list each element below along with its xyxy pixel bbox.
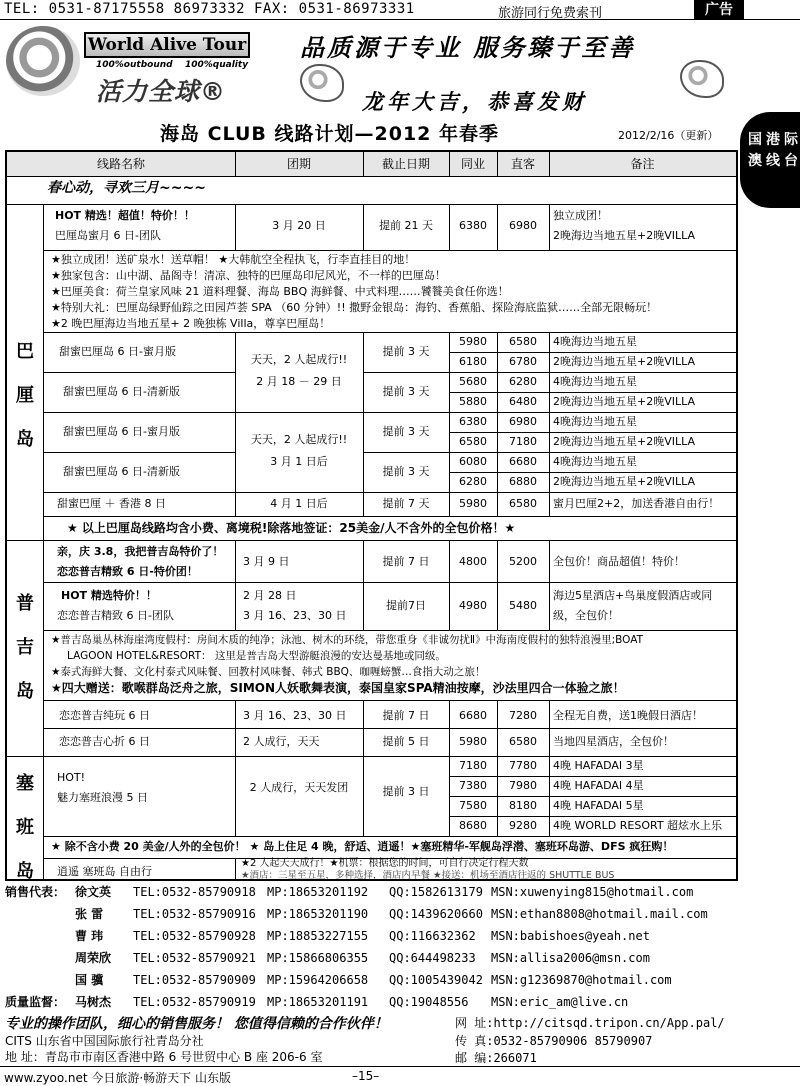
footer-post: 邮 编:266071 (455, 1051, 537, 1065)
bali-direct: 6480 (509, 395, 537, 408)
saipan-peer: 7380 (459, 779, 487, 792)
contact-msn: MSN:ethan8808@hotmail.mail.com (491, 907, 708, 921)
bali-direct: 6580 (509, 335, 537, 348)
region-side-tab (740, 112, 800, 208)
contact-qq: QQ:644498233 (389, 951, 476, 965)
contact-msn: MSN:allisa2006@msn.com (491, 951, 650, 965)
phuket-r1-title: 亲，庆 3.8，我把普吉岛特价了！ (57, 545, 224, 558)
saipan-label-1: 塞 (16, 773, 34, 794)
phuket-r2-note1: 海边5星酒店+鸟巢度假酒店或同 (553, 589, 713, 602)
phuket-r1-peer: 4800 (459, 555, 487, 568)
bali-peer: 6180 (459, 355, 487, 368)
phuket-r4-date: 2 人成行，天天 (243, 735, 320, 748)
contact-row (5, 970, 740, 990)
free-catalog-note: 旅游同行免费索刊 (498, 6, 603, 21)
site-credit: www.zyoo.net 今日旅游·畅游天下 山东版 (4, 1071, 231, 1085)
saipan-note: 4晚 HAFADAI 3星 (553, 759, 644, 772)
contact-name: 曹 玮 (75, 929, 104, 943)
contact-msn: MSN:g12369870@hotmail.com (491, 973, 672, 987)
contact-qq: QQ:1582613179 (389, 885, 483, 899)
side-tab-label: 国 港 际 澳 线 台 (748, 132, 798, 169)
phuket-gifts: ★四大赠送：歌喉群岛泛舟之旅，SIMON人妖歌舞表演，泰国皇家SPA精油按摩，沙法里四合一体验之旅！ (51, 681, 625, 695)
phuket-r2-peer: 4980 (459, 599, 487, 612)
bali-note: 2晚海边当地五星+2晚VILLA (553, 395, 696, 408)
bali-route-name: 甜蜜巴厘岛 6 日-蜜月版 (63, 425, 180, 438)
bali-note: 4晚海边当地五星 (553, 335, 637, 348)
bali-feature: ★独立成团！送矿泉水！送草帽！ ★大韩航空全程执飞，行李直挂目的地！ (51, 253, 416, 266)
bali-hot-deadline: 提前 21 天 (379, 219, 433, 232)
saipan-r1-deadline: 提前 3 日 (382, 785, 430, 798)
col-header-peer: 同业 (460, 157, 485, 171)
bali-deadline: 提前 3 天 (382, 425, 430, 438)
contact-name: 马树杰 (75, 995, 112, 1009)
bali-route-name: 甜蜜巴厘岛 6 日-蜜月版 (59, 345, 176, 358)
page-number: –15– (352, 1069, 380, 1083)
new-year-wish: 龙年大吉，恭喜发财 (362, 90, 587, 114)
bali-direct: 6680 (509, 455, 537, 468)
bali-group2-date2: 3 月 1 日后 (270, 455, 328, 468)
dragon-emblem-icon (680, 60, 724, 98)
bali-hk-name: 甜蜜巴厘 ＋ 香港 8 日 (57, 497, 166, 510)
bali-hk-peer: 5980 (459, 497, 487, 510)
saipan-label-2: 班 (16, 817, 34, 838)
phuket-feature: ★泰式海鲜大餐、文化村泰式风味餐、回教村风味餐、韩式 BBQ、咖喱螃蟹…食指大动之旅！ (51, 666, 486, 678)
contact-tel: TEL:0532-85790916 (133, 907, 256, 921)
brand-name-en: World Alive Tour (84, 32, 250, 58)
bali-note: 4晚海边当地五星 (553, 455, 637, 468)
saipan-peer: 7180 (459, 759, 487, 772)
phuket-feature: ★普吉岛巢丛林海崖湾度假村：房间木质的纯净；泳池、树木的环绕，带您重身《非诚勿扰Ⅱ》中海南度假村的独特浪漫里;BOAT (51, 634, 643, 646)
contact-mp: MP:18653201191 (267, 995, 369, 1009)
bali-peer: 5980 (459, 335, 487, 348)
sales-label: 销售代表： (5, 885, 66, 899)
bali-deadline: 提前 3 天 (382, 465, 430, 478)
phuket-r4-name: 恋恋普吉心折 6 日 (59, 735, 150, 748)
bali-peer: 6080 (459, 455, 487, 468)
footer-address: 地 址：青岛市市南区香港中路 6 号世贸中心 B 座 206-6 室 (5, 1050, 323, 1064)
brand-logo-icon (6, 26, 80, 96)
saipan-r2-note1: ★2 人起天天成行！★机票：根据您的时间，可自行决定行程天数 (241, 858, 529, 869)
ad-tag: 广告 (694, 0, 744, 20)
bali-group1-date1: 天天，2 人起成行!! (250, 353, 348, 366)
saipan-direct: 8180 (509, 799, 537, 812)
contact-qq: QQ:19048556 (389, 995, 469, 1009)
contact-name: 徐文英 (75, 885, 112, 899)
contact-row (5, 926, 740, 946)
brand-sub-outbound: 100%outbound (96, 60, 173, 70)
contact-name: 国 骥 (75, 973, 104, 987)
bali-direct: 6880 (509, 475, 537, 488)
contact-qq: QQ:116632362 (389, 929, 476, 943)
page-title: 海岛 CLUB 线路计划—2012 年春季 (160, 123, 500, 145)
contact-row (5, 948, 740, 968)
agency-contact: TEL: 0531-87175558 86973332 FAX: 0531-86973331 (4, 1, 415, 17)
quality-label: 质量监督： (5, 995, 66, 1009)
phuket-r2-date1: 2 月 28 日 (243, 589, 297, 602)
bali-note: 2晚海边当地五星+2晚VILLA (553, 435, 696, 448)
bali-deadline: 提前 3 天 (382, 345, 430, 358)
bali-feature: ★巴厘美食：荷兰皇家风味 21 道料理餐、海岛 BBQ 海鲜餐、中式料理……饕餮美食任你选！ (51, 285, 509, 298)
contact-tel: TEL:0532-85790928 (133, 929, 256, 943)
bali-direct: 7180 (509, 435, 537, 448)
bali-hot-title: HOT 精选！超值！特价！！ (55, 209, 195, 222)
bali-feature: ★独家包含：山中湖、晶阁寺！清凉、独特的巴厘岛印尼风光，不一样的巴厘岛！ (51, 269, 446, 282)
saipan-direct: 7780 (509, 759, 537, 772)
phuket-r3-date: 3 月 16、23、30 日 (243, 709, 347, 722)
route-table (5, 150, 738, 881)
contact-name: 张 雷 (75, 907, 104, 921)
top-contact-bar (0, 0, 800, 20)
bali-peer: 6580 (459, 435, 487, 448)
bali-group2-date1: 天天，2 人起成行!! (250, 433, 348, 446)
phuket-label-2: 吉 (16, 637, 34, 658)
col-header-deadline: 截止日期 (381, 157, 430, 171)
contact-tel: TEL:0532-85790918 (133, 885, 256, 899)
update-date: 2012/2/16（更新） (618, 129, 719, 142)
bali-note: 2晚海边当地五星+2晚VILLA (553, 475, 696, 488)
bali-note: 4晚海边当地五星 (553, 415, 637, 428)
contact-tel: TEL:0532-85790921 (133, 951, 256, 965)
bali-peer: 5880 (459, 395, 487, 408)
phuket-r1-direct: 5200 (509, 555, 537, 568)
phuket-r3-deadline: 提前 7 日 (382, 709, 430, 722)
saipan-r1-date: 2 人成行，天天发团 (249, 781, 349, 794)
bali-route-name: 甜蜜巴厘岛 6 日-清新版 (63, 385, 180, 398)
section-title: 春心动，寻欢三月~~~~ (47, 180, 206, 196)
bali-hk-note: 蜜月巴厘2+2，加送香港自由行！ (553, 497, 720, 510)
phuket-label-3: 岛 (16, 681, 34, 702)
contact-mp: MP:15964206658 (267, 973, 369, 987)
contact-row (5, 904, 740, 924)
contact-mp: MP:18853227155 (267, 929, 369, 943)
contact-mp: MP:18653201190 (267, 907, 369, 921)
saipan-r1-name: 魅力塞班浪漫 5 日 (57, 791, 148, 804)
bali-route-name: 甜蜜巴厘岛 6 日-清新版 (63, 465, 180, 478)
contact-qq: QQ:1005439042 (389, 973, 483, 987)
bali-label-1: 巴 (16, 341, 34, 362)
col-header-route: 线路名称 (96, 157, 145, 171)
bali-deadline: 提前 3 天 (382, 385, 430, 398)
saipan-note: 4晚 HAFADAI 5星 (553, 799, 644, 812)
bali-hk-date: 4 月 1 日后 (270, 497, 328, 510)
saipan-peer: 7580 (459, 799, 487, 812)
contact-msn: MSN:eric_am@live.cn (491, 995, 629, 1009)
bali-direct: 6280 (509, 375, 537, 388)
contact-tel: TEL:0532-85790909 (133, 973, 256, 987)
col-header-notes: 备注 (630, 157, 655, 171)
phuket-r3-direct: 7280 (509, 709, 537, 722)
phuket-r1-deadline: 提前 7 日 (382, 555, 430, 568)
phuket-r3-note: 全程无自费，送1晚假日酒店！ (553, 709, 703, 722)
col-header-direct: 直客 (510, 157, 535, 171)
phuket-r2-date2: 3 月 16、23、30 日 (243, 609, 347, 622)
saipan-direct: 9280 (509, 819, 537, 832)
bali-feature: ★特别大礼：巴厘岛绿野仙踪之田园芦荟 SPA （60 分钟）!! 撒野金银岛：海钓、香蕉船、探险海底监狱……全部无限畅玩！ (51, 301, 658, 314)
bali-hot-note2: 2晚海边当地五星+2晚VILLA (553, 229, 696, 242)
footer-fax: 传 真:0532-85790906 85790907 (455, 1034, 653, 1048)
bali-label-2: 厘 (16, 385, 34, 406)
footer-web[interactable]: 网 址:http://citsqd.tripon.cn/App.pal/ (455, 1016, 725, 1030)
saipan-label-3: 岛 (16, 861, 34, 882)
phuket-r4-note: 当地四星酒店，全包价！ (553, 735, 674, 748)
bali-peer: 6280 (459, 475, 487, 488)
slogan: 品质源于专业 服务臻于至善 (300, 34, 636, 62)
contact-tel: TEL:0532-85790919 (133, 995, 256, 1009)
saipan-r2-note2: ★酒店：三星至五星，多种选择，酒店内早餐 ★接送：机场至酒店往返的 SHUTTLE BUS (241, 870, 615, 881)
footer-tagline: 专业的操作团队，细心的销售服务！ 您值得信赖的合作伙伴！ (5, 1016, 388, 1032)
bali-direct: 6780 (509, 355, 537, 368)
phuket-feature: LAGOON HOTEL&RESORT： 这里是普吉岛大型游艇浪漫的安达曼基地或同级。 (67, 650, 446, 662)
contact-msn: MSN:babishoes@yeah.net (491, 929, 650, 943)
bali-hot-peer: 6380 (459, 219, 487, 232)
bali-hot-name: 巴厘岛蜜月 6 日-团队 (55, 229, 161, 242)
bali-feature: ★2 晚巴厘海边当地五星+ 2 晚独栋 Villa，尊享巴厘岛！ (51, 317, 331, 330)
saipan-r2-name: 逍遥 塞班岛 自由行 (57, 865, 152, 878)
bali-hot-date: 3 月 20 日 (272, 219, 326, 232)
phuket-r1-name: 恋恋普吉精致 6 日-特价团！ (57, 565, 198, 578)
saipan-note: 4晚 HAFADAI 4星 (553, 779, 644, 792)
bali-note: 4晚海边当地五星 (553, 375, 637, 388)
phuket-r4-peer: 5980 (459, 735, 487, 748)
phuket-r3-name: 恋恋普吉纯玩 6 日 (59, 709, 150, 722)
footer-company: CITS 山东省中国国际旅行社青岛分社 (5, 1034, 204, 1048)
bali-label-3: 岛 (16, 429, 34, 450)
contact-qq: QQ:1439620660 (389, 907, 483, 921)
bali-peer: 5680 (459, 375, 487, 388)
phuket-r2-deadline: 提前7日 (386, 599, 426, 612)
contact-name: 周荣欣 (75, 951, 112, 965)
contact-mp: MP:18653201192 (267, 885, 369, 899)
phuket-r2-name: 恋恋普吉精致 6 日-团队 (57, 609, 174, 622)
contact-row (5, 992, 740, 1012)
bali-hk-deadline: 提前 7 天 (382, 497, 430, 510)
page-footer-bar (0, 1066, 800, 1086)
saipan-note: 4晚 WORLD RESORT 超炫水上乐 (553, 819, 723, 832)
brand-name-cn: 活力全球® (96, 77, 227, 106)
col-header-date: 团期 (286, 157, 311, 171)
bali-hot-direct: 6980 (509, 219, 537, 232)
saipan-r1-hot: HOT! (57, 771, 86, 784)
phuket-r4-direct: 6580 (509, 735, 537, 748)
phuket-r2-direct: 5480 (509, 599, 537, 612)
contact-mp: MP:15866806355 (267, 951, 369, 965)
contact-msn: MSN:xuwenying815@hotmail.com (491, 885, 694, 899)
bali-note: 2晚海边当地五星+2晚VILLA (553, 355, 696, 368)
phuket-r4-deadline: 提前 5 日 (382, 735, 430, 748)
bali-hot-note1: 独立成团！ (553, 209, 608, 222)
bali-footer-note: ★ 以上巴厘岛线路均含小费、离境税!除落地签证：25美金/人不含外的全包价格！★ (67, 521, 516, 535)
phuket-r2-note2: 级，全包价！ (553, 609, 619, 622)
contact-row (5, 882, 740, 902)
saipan-features: ★ 除不含小费 20 美金/人外的全包价！ ★ 岛上住足 4 晚，舒适、逍遥！★塞班精华-军舰岛浮潜、塞班环岛游、DFS 疯狂购！ (51, 840, 674, 853)
phuket-r2-title: HOT 精选特价！！ (61, 589, 157, 602)
phuket-r1-note: 全包价！商品超值！特价！ (553, 555, 685, 568)
phuket-label-1: 普 (16, 593, 34, 614)
dragon-emblem-icon (300, 64, 344, 102)
phuket-r1-date: 3 月 9 日 (243, 555, 290, 568)
bali-group1-date2: 2 月 18 － 29 日 (256, 375, 342, 388)
brand-sub-quality: 100%quality (185, 60, 249, 70)
saipan-direct: 7980 (509, 779, 537, 792)
bali-direct: 6980 (509, 415, 537, 428)
phuket-r3-peer: 6680 (459, 709, 487, 722)
bali-hk-direct: 6580 (509, 497, 537, 510)
bali-peer: 6380 (459, 415, 487, 428)
saipan-peer: 8680 (459, 819, 487, 832)
